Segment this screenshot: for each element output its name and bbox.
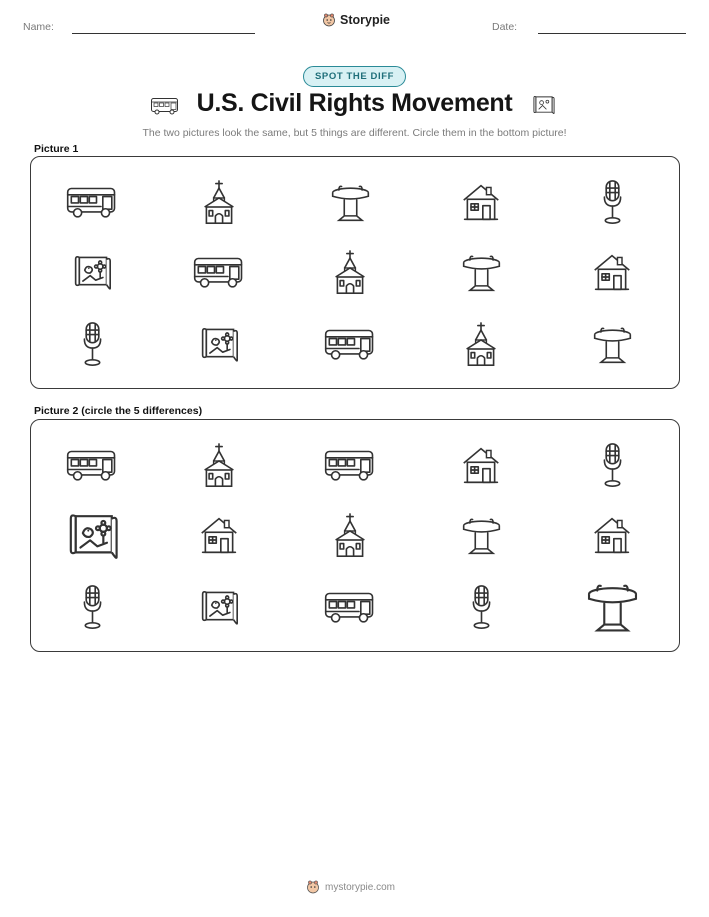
map-icon bbox=[61, 243, 123, 301]
microphone-icon[interactable] bbox=[581, 436, 643, 494]
bus-icon bbox=[61, 173, 123, 231]
house-icon[interactable] bbox=[188, 506, 250, 564]
map-icon[interactable] bbox=[188, 578, 250, 636]
house-icon bbox=[581, 243, 643, 301]
church-icon bbox=[450, 315, 512, 373]
microphone-icon bbox=[581, 173, 643, 231]
picture-2-label: Picture 2 (circle the 5 differences) bbox=[34, 405, 203, 417]
bus-icon[interactable] bbox=[61, 436, 123, 494]
church-icon bbox=[188, 173, 250, 231]
picture-1-label: Picture 1 bbox=[34, 143, 79, 155]
water-fountain-icon[interactable] bbox=[581, 578, 643, 636]
worksheet-title: U.S. Civil Rights Movement bbox=[196, 89, 513, 117]
church-icon bbox=[319, 243, 381, 301]
bus-icon bbox=[319, 315, 381, 373]
spot-the-diff-badge: SPOT THE DIFF bbox=[303, 66, 406, 87]
bus-icon bbox=[188, 243, 250, 301]
microphone-icon[interactable] bbox=[61, 578, 123, 636]
storypie-mascot-icon bbox=[322, 13, 336, 27]
brand-name: Storypie bbox=[340, 13, 391, 27]
storypie-footer-icon bbox=[306, 880, 320, 894]
church-icon[interactable] bbox=[319, 506, 381, 564]
title-map-icon bbox=[532, 93, 556, 122]
microphone-icon[interactable] bbox=[450, 578, 512, 636]
water-fountain-icon bbox=[319, 173, 381, 231]
footer-site[interactable]: mystorypie.com bbox=[325, 881, 396, 893]
name-label: Name: bbox=[23, 21, 54, 33]
water-fountain-icon[interactable] bbox=[450, 506, 512, 564]
map-icon[interactable] bbox=[61, 506, 123, 564]
water-fountain-icon bbox=[581, 315, 643, 373]
date-line[interactable] bbox=[538, 33, 686, 34]
water-fountain-icon bbox=[450, 243, 512, 301]
instructions: The two pictures look the same, but 5 things are different. Circle them in the bottom picture! bbox=[142, 127, 567, 139]
bus-icon[interactable] bbox=[319, 436, 381, 494]
church-icon[interactable] bbox=[188, 436, 250, 494]
date-label: Date: bbox=[492, 21, 518, 33]
picture-2-panel[interactable] bbox=[30, 419, 680, 652]
footer bbox=[306, 880, 395, 894]
microphone-icon bbox=[61, 315, 123, 373]
house-icon[interactable] bbox=[450, 436, 512, 494]
name-line[interactable] bbox=[72, 33, 255, 34]
title-bus-icon bbox=[150, 96, 180, 121]
brand-logo bbox=[322, 13, 390, 27]
picture-1-panel bbox=[30, 156, 680, 389]
house-icon[interactable] bbox=[581, 506, 643, 564]
map-icon bbox=[188, 315, 250, 373]
bus-icon[interactable] bbox=[319, 578, 381, 636]
house-icon bbox=[450, 173, 512, 231]
